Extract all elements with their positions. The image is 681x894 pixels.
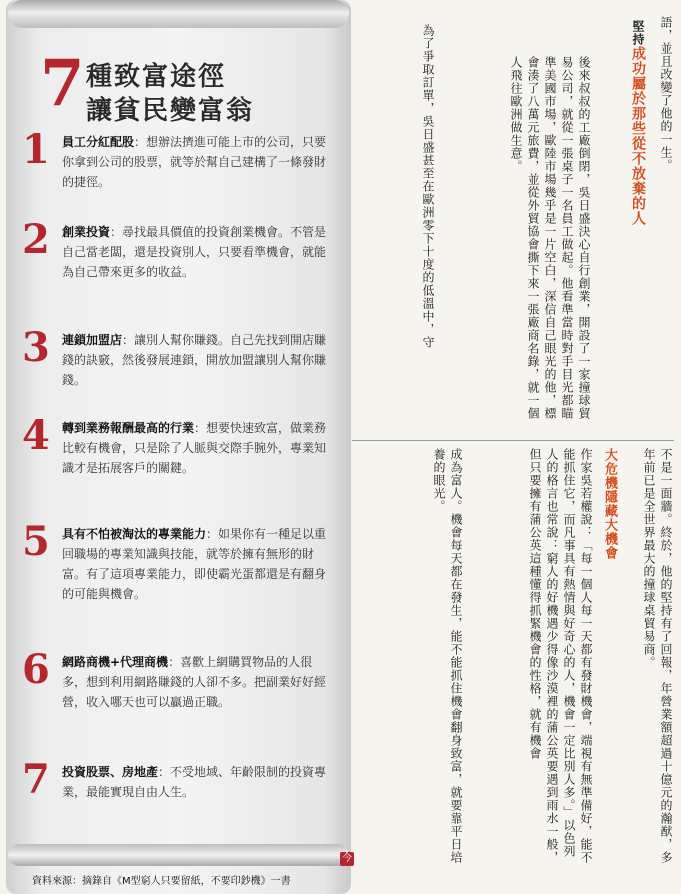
panel-title [40,46,340,126]
way-number: 2 [22,216,50,263]
way-text [62,762,332,802]
way-heading: 創業投資 [62,225,111,239]
article-col-top-1: 語，並且改變了他的一生。 [659,16,673,172]
article-col-bottom-3: 作家吳若權說：「每一個人每一天都有發財機會，端視有無準備好，能不能抓住它，而凡事具有熱情與好奇心的人，機會一定比別人多。」以色列人的格言也常說：窮人的好機遇少得像沙漠裡的蒲公英要遇到雨水一般，但只要擁有蒲公英這種懂得抓緊機會的性格，就有機會 [528,448,593,864]
way-heading: 網路商機+代理商機 [62,655,169,669]
way-number: 1 [22,126,50,173]
article-col-bottom-2 [598,448,618,868]
article-divider [352,440,674,441]
way-text [62,222,332,282]
title-line2: 讓貧民變富翁 [86,96,255,126]
section-headline: 成功屬於那些從不放棄的人 [630,46,646,226]
article-col-bottom-1: 不是一面牆。終於，他的堅持有了回報，年營業額超過十億元的瀚猷，多年前已是全世界最大的撞球桌貿易商。 [642,448,673,864]
way-number: 4 [22,412,50,459]
title-line1: 種致富途徑 [86,62,227,92]
source-caption: 資料來源：摘錄自《M型窮人只要留紙，不要印鈔機》一書 [32,876,291,887]
article-col-top-3: 後來叔叔的工廠倒閉，吳日盛決心自行創業，開設了一家撞球貿易公司，就從一張桌子一名員工做起。他看準當時對手目光都瞄準美國市場，歐陸市場幾乎是一片空白，深信自己眼光的他，標會湊了八萬元旅費，並從外貿協會撕下來一張廠商名錄，就一個人飛往歐洲做生意。 [509,56,591,420]
way-body: ：讓別人幫你賺錢。自己先找到開店賺錢的訣竅，然後發展連鎖，開放加盟讓別人幫你賺錢。 [62,333,327,387]
way-number: 7 [22,756,50,803]
way-body: ：尋找最具價值的投資創業機會。不管是自己當老闆，還是投資別人，只要看準機會，就能為自己帶來更多的收益。 [62,225,327,279]
way-heading: 投資股票、房地產 [62,765,159,779]
way-number: 6 [22,646,50,693]
way-text [62,418,332,478]
article-col-top-2 [596,20,646,320]
way-heading: 員工分紅配股 [62,135,135,149]
title-number: 7 [40,46,85,121]
scroll-roll-bottom [8,844,349,866]
way-heading: 具有不怕被淘汰的專業能力 [62,527,207,541]
way-text [62,132,332,192]
way-number: 3 [22,324,50,371]
way-body: ：想辦法擠進可能上市的公司，只要你拿到公司的股票，就等於幫自己建構了一條發財的捷徑。 [62,135,327,189]
way-body: ：不受地域、年齡限制的投資專業，最能實現自由人生。 [62,765,327,799]
section-label: 堅持 [631,20,645,46]
article-col-top-4: 為了爭取訂單，吳日盛甚至在歐洲零下十度的低溫中，守 [421,24,435,349]
way-heading: 轉到業務報酬最高的行業 [62,421,195,435]
way-body: ：想要快速致富，做業務比較有機會，只是除了人脈與交際手腕外，專業知識才是拓展客戶的關鍵。 [62,421,327,475]
article-col-bottom-4: 成為富人。機會每天都在發生，能不能抓住機會翻身致富，就要靠平日培養的眼光。 [432,448,463,864]
way-text [62,330,332,390]
scroll-roll-top [8,0,349,28]
corner-logo: 今 [342,853,352,864]
way-number: 5 [22,518,50,565]
way-text [62,524,332,604]
way-heading: 連鎖加盟店 [62,333,123,347]
way-body: ：喜歡上網購買物品的人很多，想到利用網路賺錢的人卻不多。把副業好好經營，收入哪天也可以贏過正職。 [62,655,327,709]
way-text [62,652,332,712]
section-headline-2: 大危機隱藏大機會 [602,448,617,560]
way-body: ：如果你有一種足以重回職場的專業知識與技能，就等於擁有無形的財富。有了這項專業能力，即使霸光蛋都還是有翻身的可能與機會。 [62,527,327,601]
